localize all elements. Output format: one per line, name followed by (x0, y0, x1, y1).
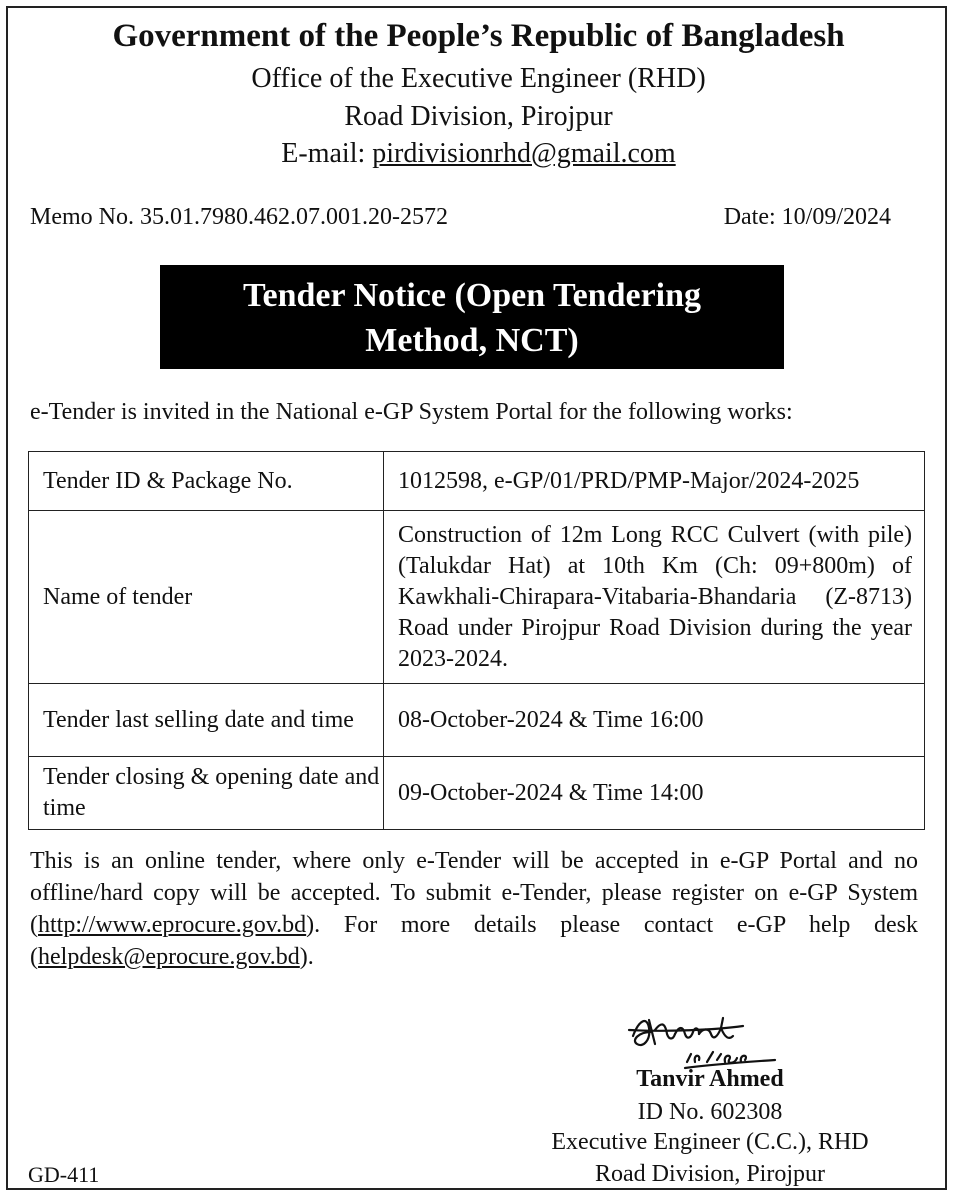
instructions-text-1: This is an online tender, where only e-Tender will be accepted in e-GP Portal and no offline/hard copy will be accepted. To submit e-Tender, please register on e-GP System ( (30, 848, 918, 938)
row-value: 08-October-2024 & Time 16:00 (384, 684, 925, 757)
signatory-division: Road Division, Pirojpur (594, 1161, 825, 1187)
signatory-name: Tanvir Ahmed (636, 1066, 784, 1092)
table-row (29, 511, 925, 684)
row-value: 09-October-2024 & Time 14:00 (384, 757, 925, 830)
gd-code: GD-411 (28, 1162, 100, 1187)
memo-date: Date: 10/09/2024 (723, 204, 891, 230)
email-label: E-mail: (281, 138, 366, 169)
signatory-title: Executive Engineer (C.C.), RHD (551, 1129, 869, 1155)
email-line (0, 135, 957, 173)
row-label: Tender closing & opening date and time (29, 757, 384, 830)
notice-title-line-2: Method, NCT) (365, 322, 579, 359)
helpdesk-email-link[interactable]: helpdesk@eprocure.gov.bd (38, 944, 300, 970)
office-name: Office of the Executive Engineer (RHD) (251, 63, 706, 94)
row-value: 1012598, e-GP/01/PRD/PMP-Major/2024-2025 (384, 452, 925, 511)
tender-details-table (28, 451, 925, 830)
signatory-id: ID No. 602308 (637, 1099, 783, 1125)
table-row (29, 684, 925, 757)
notice-title-line-1: Tender Notice (Open Tendering (242, 277, 702, 314)
submission-instructions (30, 845, 918, 973)
intro-text: e-Tender is invited in the National e-GP System Portal for the following works: (30, 399, 793, 425)
division-name: Road Division, Pirojpur (344, 101, 613, 132)
email-link[interactable]: pirdivisionrhd@gmail.com (372, 138, 676, 169)
government-heading: Government of the People’s Republic of Bangladesh (112, 18, 845, 54)
row-label: Name of tender (29, 511, 384, 684)
table-row (29, 452, 925, 511)
instructions-text-3: ). (299, 944, 314, 970)
instructions-text-2: ). For more details please contact e-GP help desk ( (30, 912, 918, 970)
memo-number: Memo No. 35.01.7980.462.07.001.20-2572 (30, 204, 448, 230)
row-label: Tender last selling date and time (29, 684, 384, 757)
notice-title-box (160, 265, 784, 369)
row-value: Construction of 12m Long RCC Culvert (with pile) (Talukdar Hat) at 10th Km (Ch: 09+800m) of Kawkhali-Chirapara-Vitabaria-Bhandaria (Z-8713) Road under Pirojpur Road Division during the year 2023-2024. (384, 511, 925, 684)
table-row (29, 757, 925, 830)
row-label: Tender ID & Package No. (29, 452, 384, 511)
eprocure-portal-link[interactable]: http://www.eprocure.gov.bd (38, 912, 307, 938)
